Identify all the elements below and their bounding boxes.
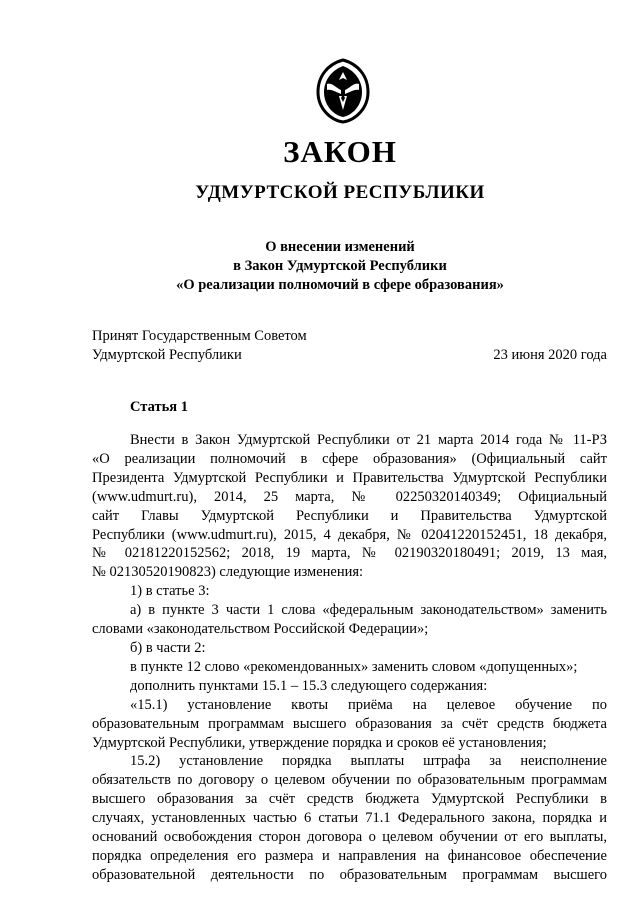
article-text-line: № 02130520190823) следующие изменения: (92, 564, 364, 581)
article-text-line: 15.2) установление порядка выплаты штрафа за неисполнение (130, 753, 607, 770)
article-heading: Статья 1 (130, 399, 188, 415)
subject-line: в Закон Удмуртской Республики (233, 258, 447, 274)
article-text-line: оснований освобождения сторон договора о целевом обучении от его выплаты, (92, 829, 607, 846)
subject-line: О внесении изменений (265, 239, 415, 255)
document-title: ЗАКОН (283, 134, 397, 169)
law-subject (20, 238, 640, 295)
udmurt-coat-of-arms-icon (314, 58, 372, 124)
document-subtitle: УДМУРТСКОЙ РЕСПУБЛИКИ (195, 182, 485, 203)
article-text-line: 1) в статье 3: (130, 583, 210, 600)
article-text-line: в пункте 12 слово «рекомендованных» заменить словом «допущенных»; (130, 658, 578, 675)
article-text-line: № 02181220152562; 2018, 19 марта, № 02190320180491; 2019, 13 мая, (92, 545, 607, 562)
article-text-line: а) в пункте 3 части 1 слова «федеральным законодательством» заменить (130, 602, 607, 619)
article-text-line: порядка определения его размера и направления на финансовое обеспечение (92, 847, 607, 864)
subject-line: «О реализации полномочий в сфере образования» (176, 277, 504, 293)
adoption-line: Принят Государственным Советом (92, 328, 307, 344)
article-text-line: «15.1) установление квоты приёма на целевое обучение по (130, 696, 607, 713)
adoption-line: Удмуртской Республики (92, 347, 242, 363)
adoption-date: 23 июня 2020 года (493, 347, 607, 363)
article-text-line: образовательной деятельности по образовательным программам высшего (92, 866, 607, 883)
article-text-line: Республики (www.udmurt.ru), 2015, 4 декабря, № 02041220152451, 18 декабря, (92, 526, 607, 543)
article-text-line: «О реализации полномочий в сфере образования» (Официальный сайт (92, 450, 607, 467)
article-text-line: Президента Удмуртской Республики и Правительства Удмуртской Республики (92, 469, 607, 486)
article-text-line: сайт Главы Удмуртской Республики и Правительства Удмуртской (92, 507, 607, 524)
article-text-line: высшего образования за счёт средств бюджета Удмуртской Республики в (92, 791, 607, 808)
article-text-line: Удмуртской Республики, утверждение порядка и сроков её установления; (92, 734, 547, 751)
article-body (92, 431, 607, 885)
article-text-line: дополнить пунктами 15.1 – 15.3 следующего содержания: (130, 677, 488, 694)
adoption-info (92, 327, 307, 365)
article-text-line: б) в части 2: (130, 639, 206, 656)
article-text-line: образовательным программам высшего образования за счёт средств бюджета (92, 715, 607, 732)
article-text-line: словами «законодательством Российской Федерации»; (92, 621, 429, 638)
article-text-line: Внести в Закон Удмуртской Республики от 21 марта 2014 года № 11-РЗ (130, 432, 607, 448)
article-text-line: обязательств по договору о целевом обучении по образовательным программам (92, 772, 607, 789)
article-text-line: (www.udmurt.ru), 2014, 25 марта, № 02250320140349; Официальный (92, 488, 607, 505)
article-text-line: случаях, установленных частью 6 статьи 71.1 Федерального закона, порядка и (92, 810, 607, 827)
